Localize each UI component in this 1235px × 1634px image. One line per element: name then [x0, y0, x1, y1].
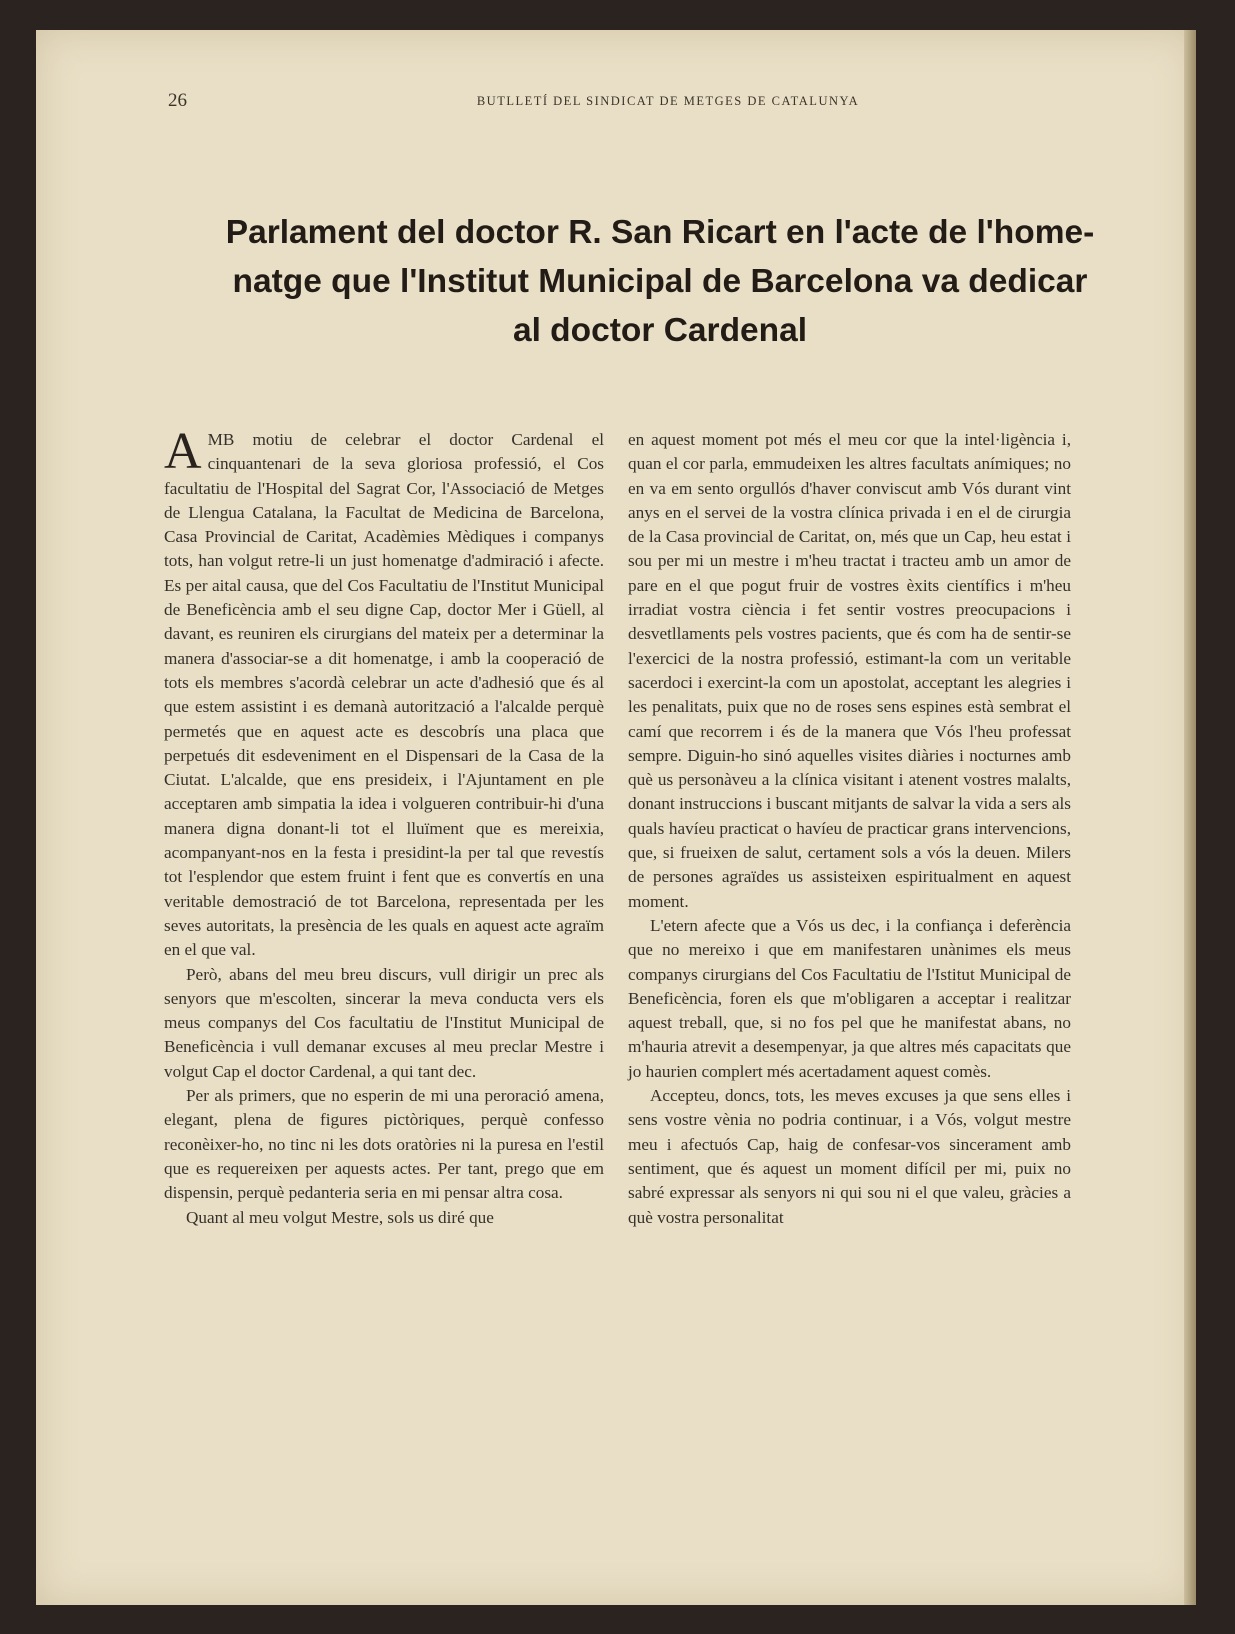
title-line: natge que l'Institut Municipal de Barcelona va dedicar	[232, 263, 1088, 300]
page-header	[168, 90, 1168, 114]
title-line: al doctor Cardenal	[512, 312, 808, 349]
paragraph: Per als primers, que no esperin de mi una peroració amena, elegant, plena de figures pictòriques, perquè confesso reconèixer-ho, no tinc ni les dots oratòries ni la puresa en l'estil que es requereixen per aquests actes. Per tant, prego que em dispensin, perquè pedanteria seria en mi pensar altra cosa.	[164, 1086, 604, 1203]
drop-cap: A	[164, 423, 202, 480]
scanned-page	[36, 30, 1196, 1605]
article-title	[164, 208, 1156, 355]
paragraph: Però, abans del meu breu discurs, vull dirigir un prec als senyors que m'escolten, sincerar la meva conducta vers els meus companys del Cos facultatiu de l'Institut Municipal de Beneficència i vull demanar excuses al meu preclar Mestre i volgut Cap el doctor Cardenal, a qui tant dec.	[164, 964, 604, 1081]
paragraph	[164, 423, 604, 963]
paragraph-text: MB motiu de celebrar el doctor Cardenal el cinquantenari de la seva gloriosa professió, el Cos facultatiu de l'Hospital del Sagrat Cor, l'Associació de Metges de Llengua Catalana, la Facultat de Medicina de Barcelona, Casa Provincial de Caritat, Acadèmies Mèdiques i companys tots, han volgut retre-li un just homenatge d'admiració i afecte. Es per aital causa, que del Cos Facultatiu de l'Institut Municipal de Beneficència amb el seu digne Cap, doctor Mer i Güell, al davant, es reuniren els cirurgians del mateix per a determinar la manera d'associar-se a dit homenatge, i amb la cooperació de tots els membres s'acordà celebrar un acte d'adhesió que és al que estem assistint i es demanà autorització a l'alcalde perquè permetés que en aquest acte es descobrís una placa que perpetués dit esdeveniment en el Dispensari de la Casa de la Ciutat. L'alcalde, que ens presideix, i l'Ajuntament en ple acceptaren amb simpatia la idea i volgueren contribuir-hi d'una manera digna donant-li tot el lluïment que es mereixia, acompanyant-nos en la festa i presidint-la per tal que revestís tot l'esplendor que estem fruint i fent que es convertís en una veritable demostració de tot Barcelona, representada per les seves autoritats, la presència de les quals en aquest acte agraïm en el que val.	[164, 430, 604, 960]
right-column	[628, 428, 1071, 1230]
article-body	[36, 423, 1196, 1568]
page-number: 26	[168, 90, 187, 111]
paragraph: en aquest moment pot més el meu cor que la intel·ligència i, quan el cor parla, emmudeixen les altres facultats anímiques; no en va em sento orgullós d'haver conviscut amb Vós durant vint anys en el servei de la vostra clínica privada i en el de cirurgia de la Casa provincial de Caritat, on, més que un Cap, heu estat i sou per mi un mestre i m'heu tractat i tracteu amb un amor de pare en el que pogut fruir de vostres èxits científics i m'heu irradiat vostra ciència i fet sentir vostres preocupacions i desvetllaments pels vostres pacients, que és com ha de sentir-se l'exercici de la nostra professió, estimant-la com un veritable sacerdoci i exercint-la com un apostolat, acceptant les alegries i les penalitats, puix que no de roses sens espines està sembrat el camí que recorrem i és de la manera que Vós l'heu professat sempre. Diguin-ho sinó aquelles visites diàries i nocturnes amb què us personàveu a la clínica visitant i atenent vostres malalts, donant instruccions i buscant mitjants de salvar la vida a sers als quals havíeu practicat o havíeu de practicar grans intervencions, que, si frueixen de salut, certament sols a vós la deuen. Milers de persones agraïdes us assisteixen espiritualment en aquest moment.	[628, 430, 1071, 911]
paragraph: Quant al meu volgut Mestre, sols us diré que	[186, 1207, 494, 1227]
title-line: Parlament del doctor R. San Ricart en l'acte de l'home-	[225, 214, 1095, 251]
left-column	[164, 423, 604, 1230]
paragraph: L'etern afecte que a Vós us dec, i la confiança i deferència que no mereixo i que em manifestaren unànimes els meus companys cirurgians del Cos Facultatiu de l'Istitut Municipal de Beneficència, foren els que m'obligaren a acceptar i realitzar aquest treball, que, si no fos pel que he manifestat abans, no m'hauria atrevit a desempenyar, ja que altres més capacitats que jo haurien complert més acertadament aquest comès.	[628, 915, 1071, 1081]
paragraph: Accepteu, doncs, tots, les meves excuses ja que sens elles i sens vostre vènia no podria continuar, i a Vós, volgut mestre meu i afectuós Cap, haig de confesar-vos sincerament amb sentiment, que és aquest un moment difícil per mi, puix no sabré expressar als senyors ni qui sou ni el que valeu, gràcies a què vostra personalitat	[628, 1086, 1071, 1227]
running-head: BUTLLETÍ DEL SINDICAT DE METGES DE CATALUNYA	[476, 94, 860, 108]
